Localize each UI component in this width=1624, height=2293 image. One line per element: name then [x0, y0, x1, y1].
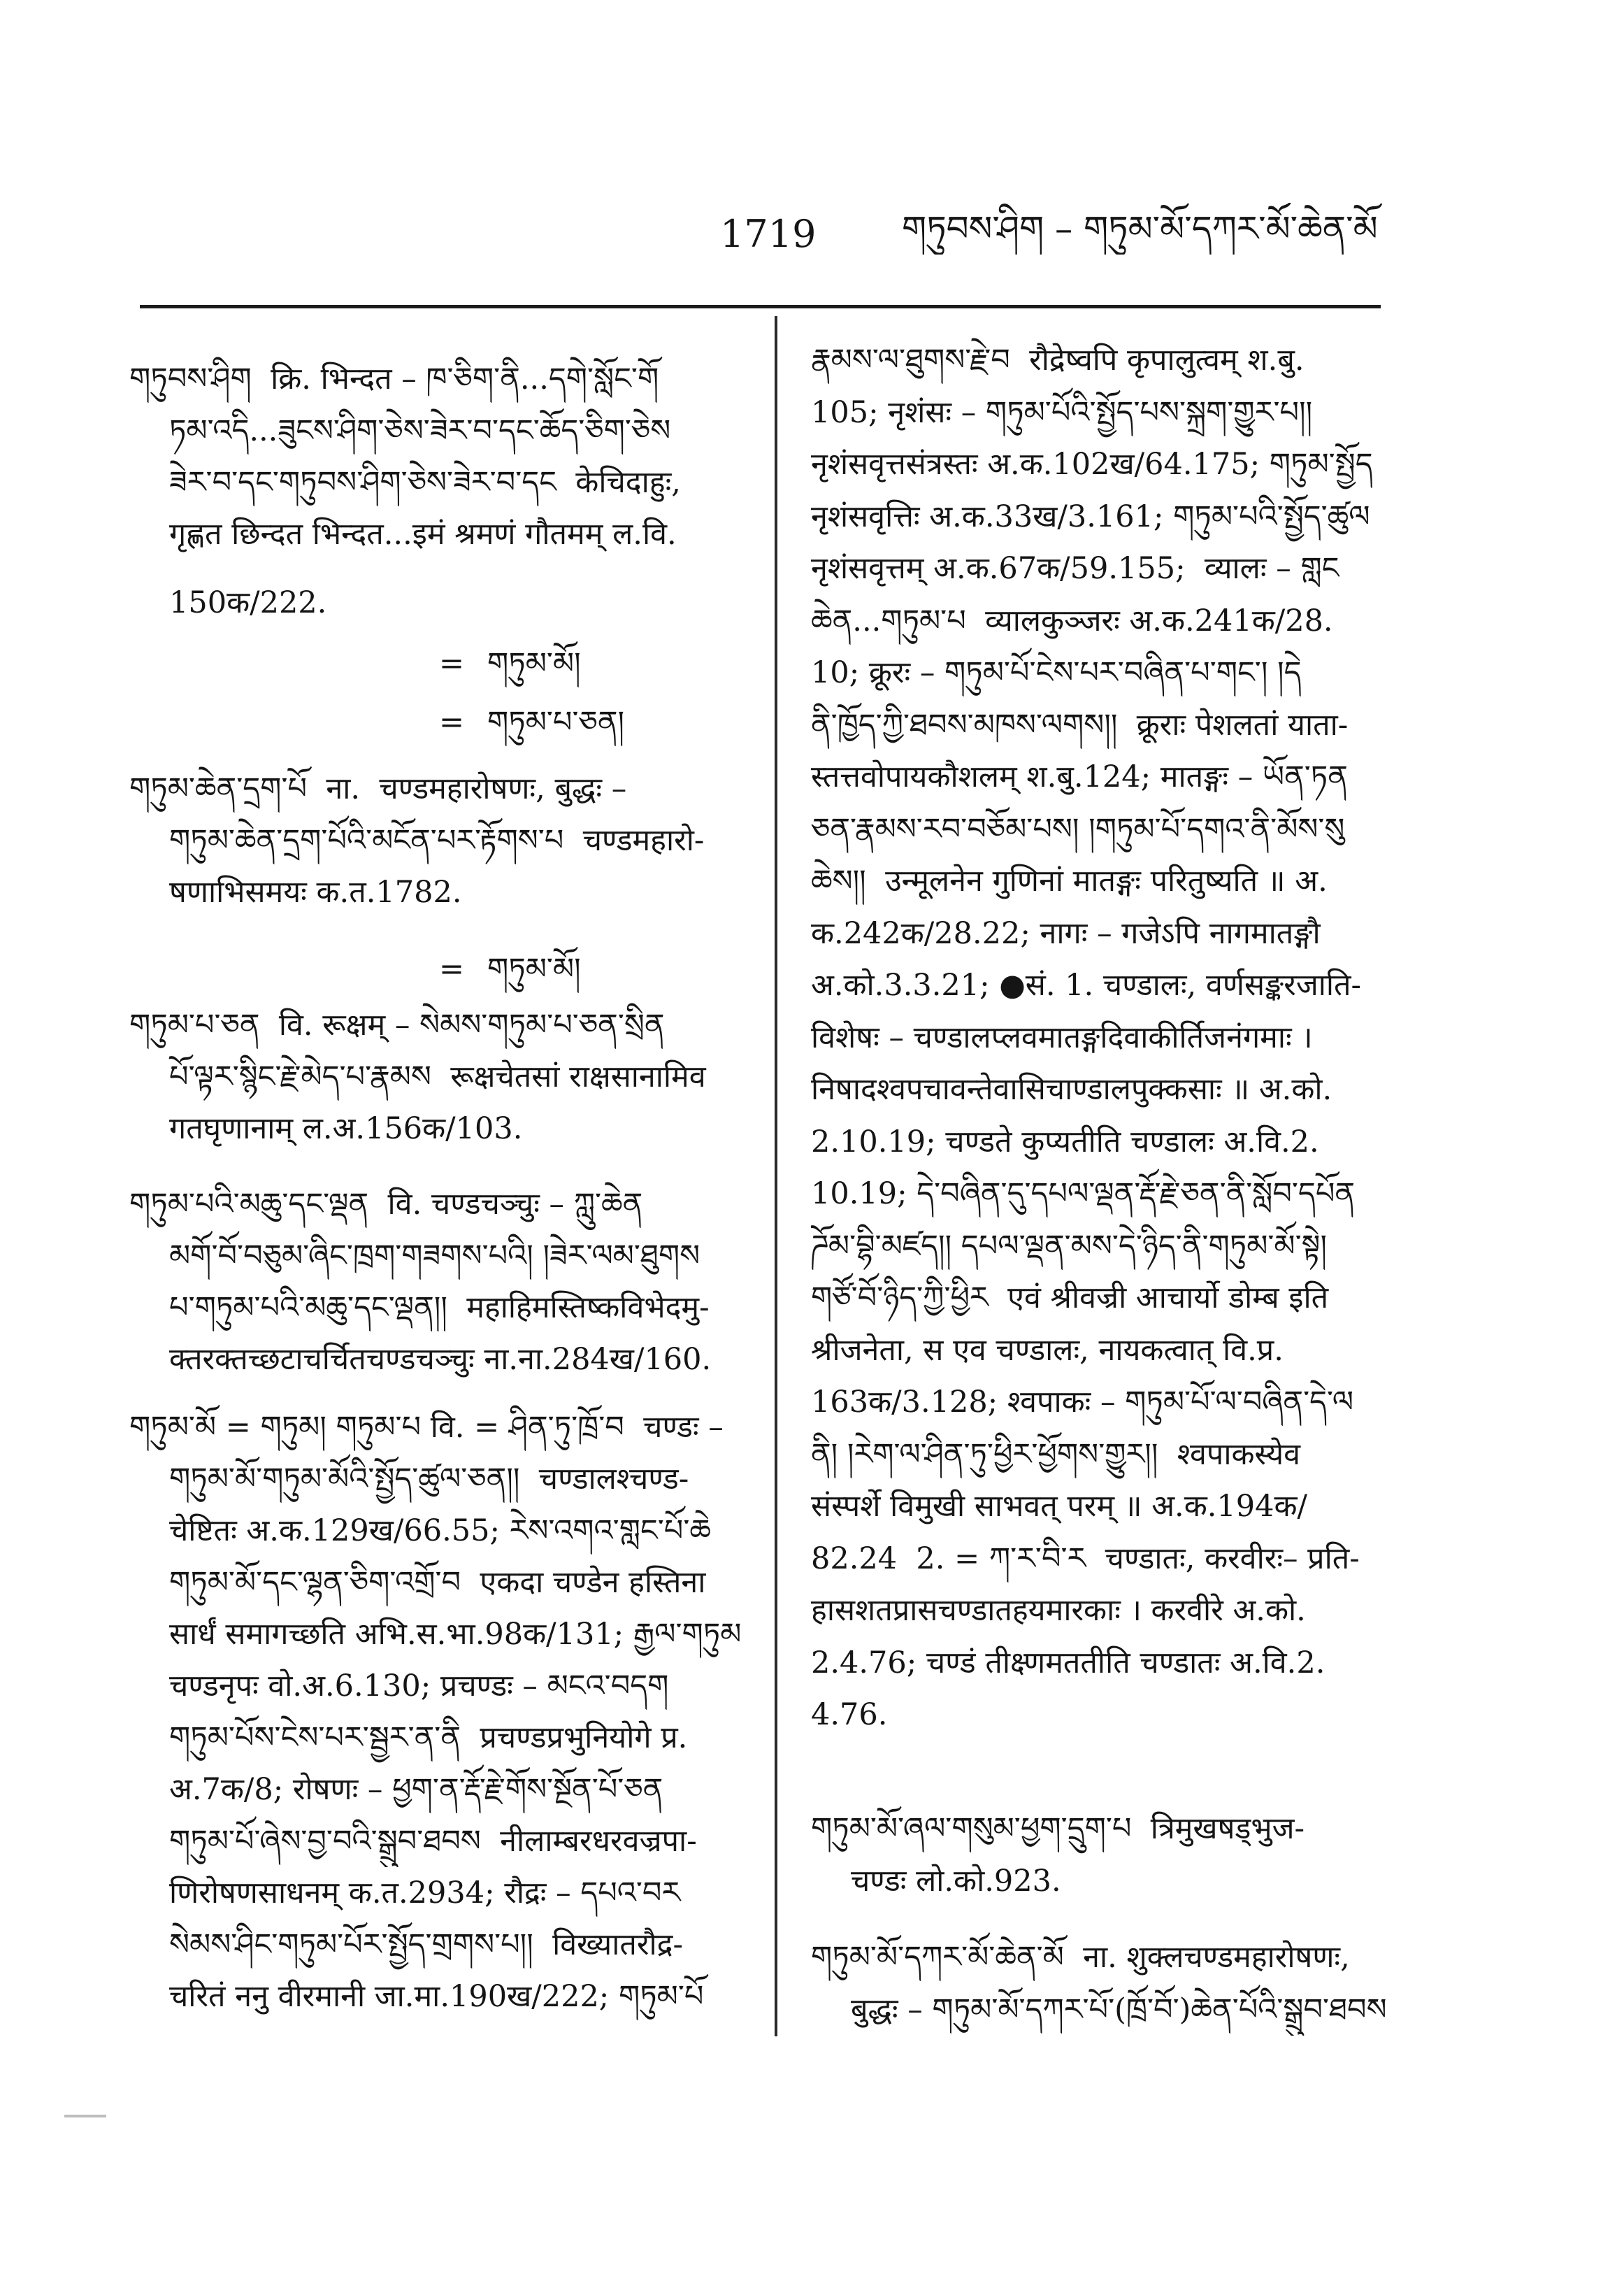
reference-target: གཏུམ་མོ།: [487, 646, 581, 681]
entry-line: 2.10.19; चण्डते कुप्यतीति चण्डालः अ.वि.2.: [811, 1124, 1319, 1159]
entry-headline: གཏུམ་ཆེན་དྲག་པོ ना. चण्डमहारोषणः, बुद्धः –: [129, 771, 627, 806]
entry-line: गृह्णत छिन्दत भिन्दत...इमं श्रमणं गौतमम् ल.वि.: [169, 517, 677, 552]
entry-line: सार्धं समागच्छति अभि.स.भा.98क/131; རྒྱལ་གཏུམ: [169, 1617, 742, 1652]
entry-line: नृशंसवृत्तसंत्रस्तः अ.क.102ख/64.175; གཏུམ་སྤྱོད: [811, 447, 1373, 482]
dictionary-entry: [129, 353, 762, 629]
entry-line: སེམས་ཤིང་གཏུམ་པོར་སྤྱོད་གྲགས་པ།། विख्यातरौद्र-: [169, 1927, 683, 1962]
entry-headline: གཏུམ་མོ་དཀར་མོ་ཆེན་མོ ना. शुक्लचण्डमहारोषणः,: [811, 1940, 1350, 1975]
scan-artifact: [64, 2115, 106, 2117]
entry-line: षणाभिसमयः क.त.1782.: [169, 875, 462, 910]
right-column: [811, 0, 1426, 2293]
cross-reference-entry: [129, 943, 762, 995]
entry-line: चण्डनृपः वो.अ.6.130; प्रचण्डः – མངའ་བདག: [169, 1669, 669, 1703]
entry-line: མགོ་བོ་བཅུམ་ཞིང་ཁྲག་གཟགས་པའི། །ཟེར་ལམ་ཐུགས: [169, 1238, 700, 1273]
entry-line: གཏུམ་ཆེན་དྲག་པོའི་མངོན་པར་རྟོགས་པ चण्डमहारो-: [169, 823, 705, 858]
entry-line: ཏམ་འདི...ཟུངས་ཤིག་ཅེས་ཟེར་བ་དང་ཆོད་ཅིག་ཅེས: [169, 413, 671, 448]
entry-line: संस्पर्शे विमुखी साभवत् परम् ॥ अ.क.194क/: [811, 1489, 1308, 1524]
entry-line: हासशतप्रासचण्डातहयमारकाः । करवीरे अ.को.: [811, 1593, 1306, 1628]
cross-reference-entry: [129, 697, 762, 748]
dictionary-entry: [811, 1931, 1426, 2036]
entry-line: 10.19; དེ་བཞིན་དུ་དཔལ་ལྡན་རྡོ་རྗེ་ཅན་ནི་སློབ་དཔོན: [811, 1176, 1356, 1211]
cross-reference-line: [129, 638, 762, 690]
entry-line: གཏུམ་པོས་ངེས་པར་སྦྱར་ན་ནི प्रचण्डप्रभुनियोगे प्र.: [169, 1720, 688, 1755]
entry-line: པོ་ལྟར་སྙིང་རྗེ་མེད་པ་རྣམས रूक्षचेतसां राक्षसानामिव: [169, 1059, 706, 1094]
running-title: གཏུབས་ཤིག – གཏུམ་མོ་དཀར་མོ་ཆེན་མོ: [902, 208, 1378, 249]
entry-line: གཏུམ་མོ་དང་ལྷན་ཅིག་འགྲོ་བ एकदा चण्डेन हस्तिना: [169, 1565, 706, 1600]
entry-line: विशेषः – चण्डालप्लवमातङ्गदिवाकीर्तिजनंगमाः ।: [811, 1020, 1313, 1055]
entry-headline: གཏུམ་མོ = གཏུམ། གཏུམ་པ वि. = ཤིན་ཏུ་ཁྲོ་བ चण्डः –: [129, 1410, 724, 1445]
entry-line: नृशंसवृत्तिः अ.क.33ख/3.161; གཏུམ་པའི་སྤྱོད་ཚུལ: [811, 499, 1370, 534]
dictionary-entry: [811, 1803, 1426, 1907]
dictionary-entry: [129, 1401, 762, 2022]
reference-target: གཏུམ་པ་ཅན།: [487, 705, 625, 740]
dictionary-entry: [129, 1178, 762, 1385]
entry-headline: གཏུམ་པའི་མཆུ་དང་ལྡན वि. चण्डचञ्चुः – ཀླུ་ཆེན: [129, 1187, 643, 1222]
entry-line: གཏུམ་པོ་ཞེས་བྱ་བའི་སྒྲུབ་ཐབས नीलाम्बरधरवज्रपा-: [169, 1824, 697, 1859]
left-column: [129, 0, 762, 2293]
entry-headline: གཏུབས་ཤིག क्रि. भिन्दत – ཁ་ཅིག་ནི...དགེ་སློང་གོ: [129, 362, 659, 397]
entry-line: 82.24 2. = ཀ་ར་བི་ར चण्डातः, करवीरः– प्रति-: [811, 1541, 1360, 1576]
cross-reference-entry: [129, 638, 762, 690]
entry-line: ཟེར་བ་དང་གཏུབས་ཤིག་ཅེས་ཟེར་བ་དང केचिदाहुः,: [169, 465, 681, 500]
entry-line: གཙོ་བོ་ཉིད་ཀྱི་ཕྱིར एवं श्रीवज्री आचार्यो डोम्ब इति: [811, 1280, 1329, 1315]
entry-line: श्रीजनेता, स एव चण्डालः, नायकत्वात् वि.प्र.: [811, 1332, 1284, 1368]
equals-sign: =: [439, 646, 465, 681]
entry-line: 2.4.76; चण्डं तीक्ष्णमततीति चण्डातः अ.वि.2.: [811, 1645, 1325, 1680]
continued-entry: [811, 334, 1426, 1741]
entry-line: क.242क/28.22; नागः – गजेऽपि नागमातङ्गौ: [811, 915, 1321, 951]
entry-line: गतघृणानाम् ल.अ.156क/103.: [169, 1111, 523, 1146]
cross-reference-line: [129, 697, 762, 748]
entry-line: 10; क्रूरः – གཏུམ་པོ་ངེས་པར་བཞིན་པ་གང་། །དེ: [811, 655, 1302, 690]
entry-line: གཏུམ་མོ་གཏུམ་མོའི་སྤྱོད་ཚུལ་ཅན།། चण्डालश्चण्ड-: [169, 1462, 689, 1496]
dictionary-entry: [129, 763, 762, 918]
cross-reference-line: [129, 943, 762, 995]
entry-line: क्तरक्तच्छटाचर्चितचण्डचञ्चुः ना.ना.284ख/160.: [169, 1342, 712, 1377]
column-divider: [775, 316, 777, 2036]
entry-line: 4.76.: [811, 1697, 888, 1732]
reference-target: གཏུམ་མོ།: [487, 952, 581, 987]
entry-line: णिरोषणसाधनम् क.त.2934; रौद्रः – དཔའ་བར: [169, 1876, 681, 1910]
entry-line: རྣམས་ལ་ཐུགས་རྗེ་བ रौद्रेष्वपि कृपालुत्वम् श.बु.: [811, 343, 1305, 378]
entry-line: ནི་ཁྱོད་ཀྱི་ཐབས་མཁས་ལགས།། क्रूराः पेशलतां याता-: [811, 707, 1349, 743]
entry-line: अ.7क/8; रोषणः – ཕྱག་ན་རྡོ་རྗེ་གོས་སྔོན་པོ་ཅན: [169, 1772, 663, 1807]
equals-sign: =: [439, 952, 465, 987]
entry-line: ཆེན...གཏུམ་པ व्यालकुञ्जरः अ.क.241क/28.: [811, 603, 1333, 638]
page-number: 1719: [720, 212, 817, 256]
entry-line: स्तत्तवोपायकौशलम् श.बु.124; मातङ्गः – ཡོན་ཏན: [811, 759, 1348, 794]
entry-line: 150क/222.: [169, 585, 327, 620]
entry-line: निषादश्वपचावन्तेवासिचाण्डालपुक्कसाः ॥ अ.को.: [811, 1072, 1332, 1107]
entry-line: चेष्टितः अ.क.129ख/66.55; རེས་འགའ་གླང་པོ་ཆེ: [169, 1513, 711, 1548]
dictionary-entry: [129, 999, 762, 1155]
entry-line: नृशंसवृत्तम् अ.क.67क/59.155; व्यालः – གླང: [811, 551, 1339, 586]
entry-line: चण्डः लो.को.923.: [851, 1863, 1061, 1899]
entry-line: ཅན་རྣམས་རབ་བཅོམ་པས། །གཏུམ་པོ་དགའ་ནི་མོས་སུ: [811, 811, 1345, 847]
entry-headline: གཏུམ་པ་ཅན वि. रूक्षम् – སེམས་གཏུམ་པ་ཅན་སྲིན: [129, 1008, 665, 1043]
entry-headline: གཏུམ་མོ་ཞལ་གསུམ་ཕྱག་དྲུག་པ त्रिमुखषड्भुज-: [811, 1811, 1305, 1846]
equals-sign: =: [439, 705, 465, 740]
entry-line: अ.को.3.3.21; ●सं. 1. चण्डालः, वर्णसङ्करजाति-: [811, 968, 1362, 1003]
entry-line: ཌོམ་བྷི་མཛད།། དཔལ་ལྡན་མས་དེ་ཉིད་ནི་གཏུམ་མོ་སྟེ།: [811, 1228, 1328, 1264]
entry-line: ཆེས།། उन्मूलनेन गुणिनां मातङ्गः परितुष्यति ॥ अ.: [811, 864, 1328, 899]
entry-line: ནི། །རེག་ལ་ཤིན་ཏུ་ཕྱིར་ཕྱོགས་གྱུར།། श्वपाकस्येव: [811, 1436, 1301, 1472]
entry-line: चरितं ननु वीरमानी जा.मा.190ख/222; གཏུམ་པོ: [169, 1979, 704, 2014]
entry-line: बुद्धः – གཏུམ་མོ་དཀར་པོ་(ཁྲོ་བོ་)ཆེན་པོའི་སྒྲུབ་ཐབས: [851, 1992, 1387, 2027]
entry-line: 105; नृशंसः – གཏུམ་པོའི་སྤྱོད་པས་སྐྲག་གྱུར་པ།།: [811, 394, 1313, 430]
entry-line: 163क/3.128; श्वपाकः – གཏུམ་པོ་ལ་བཞིན་དེ་ལ: [811, 1385, 1354, 1420]
entry-line: པ་གཏུམ་པའི་མཆུ་དང་ལྡན།། महाहिमस्तिष्कविभेदमु-: [169, 1290, 710, 1325]
